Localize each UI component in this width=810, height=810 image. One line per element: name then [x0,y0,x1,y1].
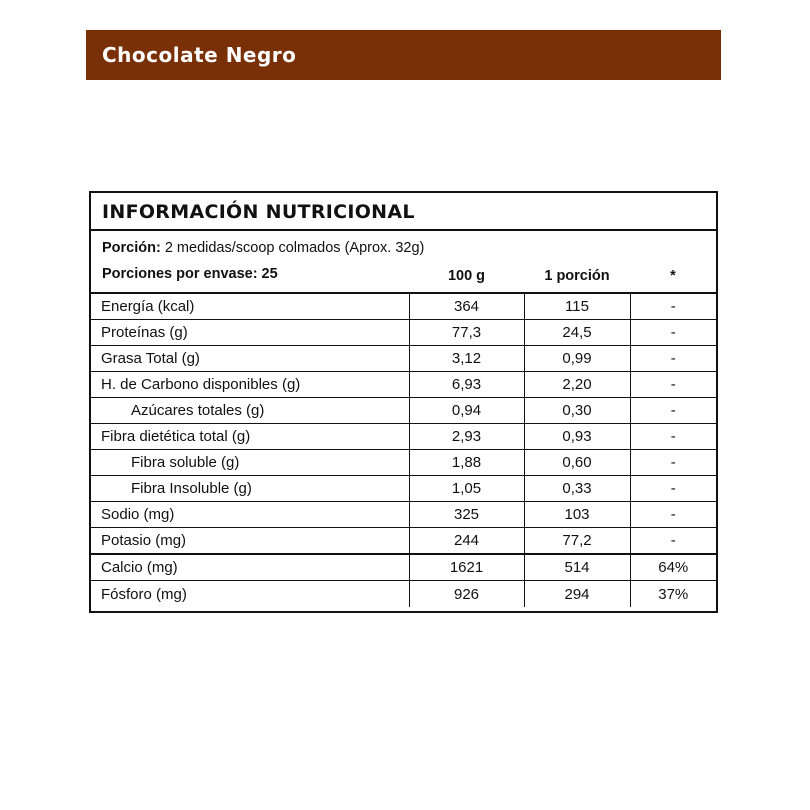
column-header-portion: 1 porción [544,268,610,284]
value-per-portion: 115 [524,294,630,320]
nutrient-name: Azúcares totales (g) [91,398,409,424]
daily-value: - [630,320,716,346]
value-per-100g: 2,93 [409,424,524,450]
table-row [91,581,716,607]
value-per-100g: 3,12 [409,346,524,372]
value-per-100g: 1621 [409,554,524,581]
value-per-portion: 103 [524,502,630,528]
column-header-100g: 100 g [447,268,486,284]
serving-size-label: Porción: [102,240,161,256]
value-per-portion: 0,60 [524,450,630,476]
daily-value: - [630,372,716,398]
daily-value: - [630,294,716,320]
nutrition-facts-label [89,191,718,613]
daily-value: - [630,502,716,528]
table-row [91,528,716,555]
table-row [91,320,716,346]
daily-value: - [630,424,716,450]
daily-value: 64% [630,554,716,581]
value-per-portion: 0,99 [524,346,630,372]
table-row [91,554,716,581]
value-per-100g: 77,3 [409,320,524,346]
value-per-100g: 0,94 [409,398,524,424]
daily-value: - [630,346,716,372]
value-per-portion: 294 [524,581,630,607]
value-per-100g: 244 [409,528,524,555]
value-per-100g: 325 [409,502,524,528]
value-per-portion: 77,2 [524,528,630,555]
value-per-portion: 0,93 [524,424,630,450]
daily-value: - [630,398,716,424]
nutrient-name: Fósforo (mg) [91,581,409,607]
nutrient-name: Calcio (mg) [91,554,409,581]
nutrient-name: Sodio (mg) [91,502,409,528]
nutrient-name: Fibra dietética total (g) [91,424,409,450]
nutrient-name: Potasio (mg) [91,528,409,555]
product-title-banner [86,30,721,80]
value-per-100g: 1,05 [409,476,524,502]
table-row [91,346,716,372]
servings-per-container: Porciones por envase: 25 [102,266,278,282]
daily-value: - [630,476,716,502]
nutrition-label-title: INFORMACIÓN NUTRICIONAL [91,193,716,231]
daily-value: - [630,528,716,555]
value-per-portion: 24,5 [524,320,630,346]
table-row [91,398,716,424]
daily-value: 37% [658,585,689,603]
nutrient-name: Fibra soluble (g) [91,450,409,476]
nutrient-name: Proteínas (g) [91,320,409,346]
nutrient-name: Fibra Insoluble (g) [91,476,409,502]
value-per-100g: 6,93 [409,372,524,398]
table-row [91,476,716,502]
table-row [91,502,716,528]
value-per-100g: 926 [409,581,524,607]
daily-value: - [630,450,716,476]
nutrient-name: H. de Carbono disponibles (g) [91,372,409,398]
serving-info [91,231,716,294]
table-row [91,372,716,398]
value-per-100g: 1,88 [409,450,524,476]
column-header-daily-value: * [670,268,676,284]
nutrient-name: Grasa Total (g) [91,346,409,372]
nutrient-table [91,294,716,607]
serving-size [102,240,424,256]
value-per-100g: 364 [409,294,524,320]
value-per-portion: 0,33 [524,476,630,502]
serving-size-value: 2 medidas/scoop colmados (Aprox. 32g) [160,240,425,256]
value-per-portion: 2,20 [524,372,630,398]
value-per-portion: 0,30 [524,398,630,424]
nutrient-name: Energía (kcal) [91,294,409,320]
table-row [91,450,716,476]
product-title: Chocolate Negro [102,43,297,67]
table-row [91,294,716,320]
value-per-portion: 514 [524,554,630,581]
table-row [91,424,716,450]
